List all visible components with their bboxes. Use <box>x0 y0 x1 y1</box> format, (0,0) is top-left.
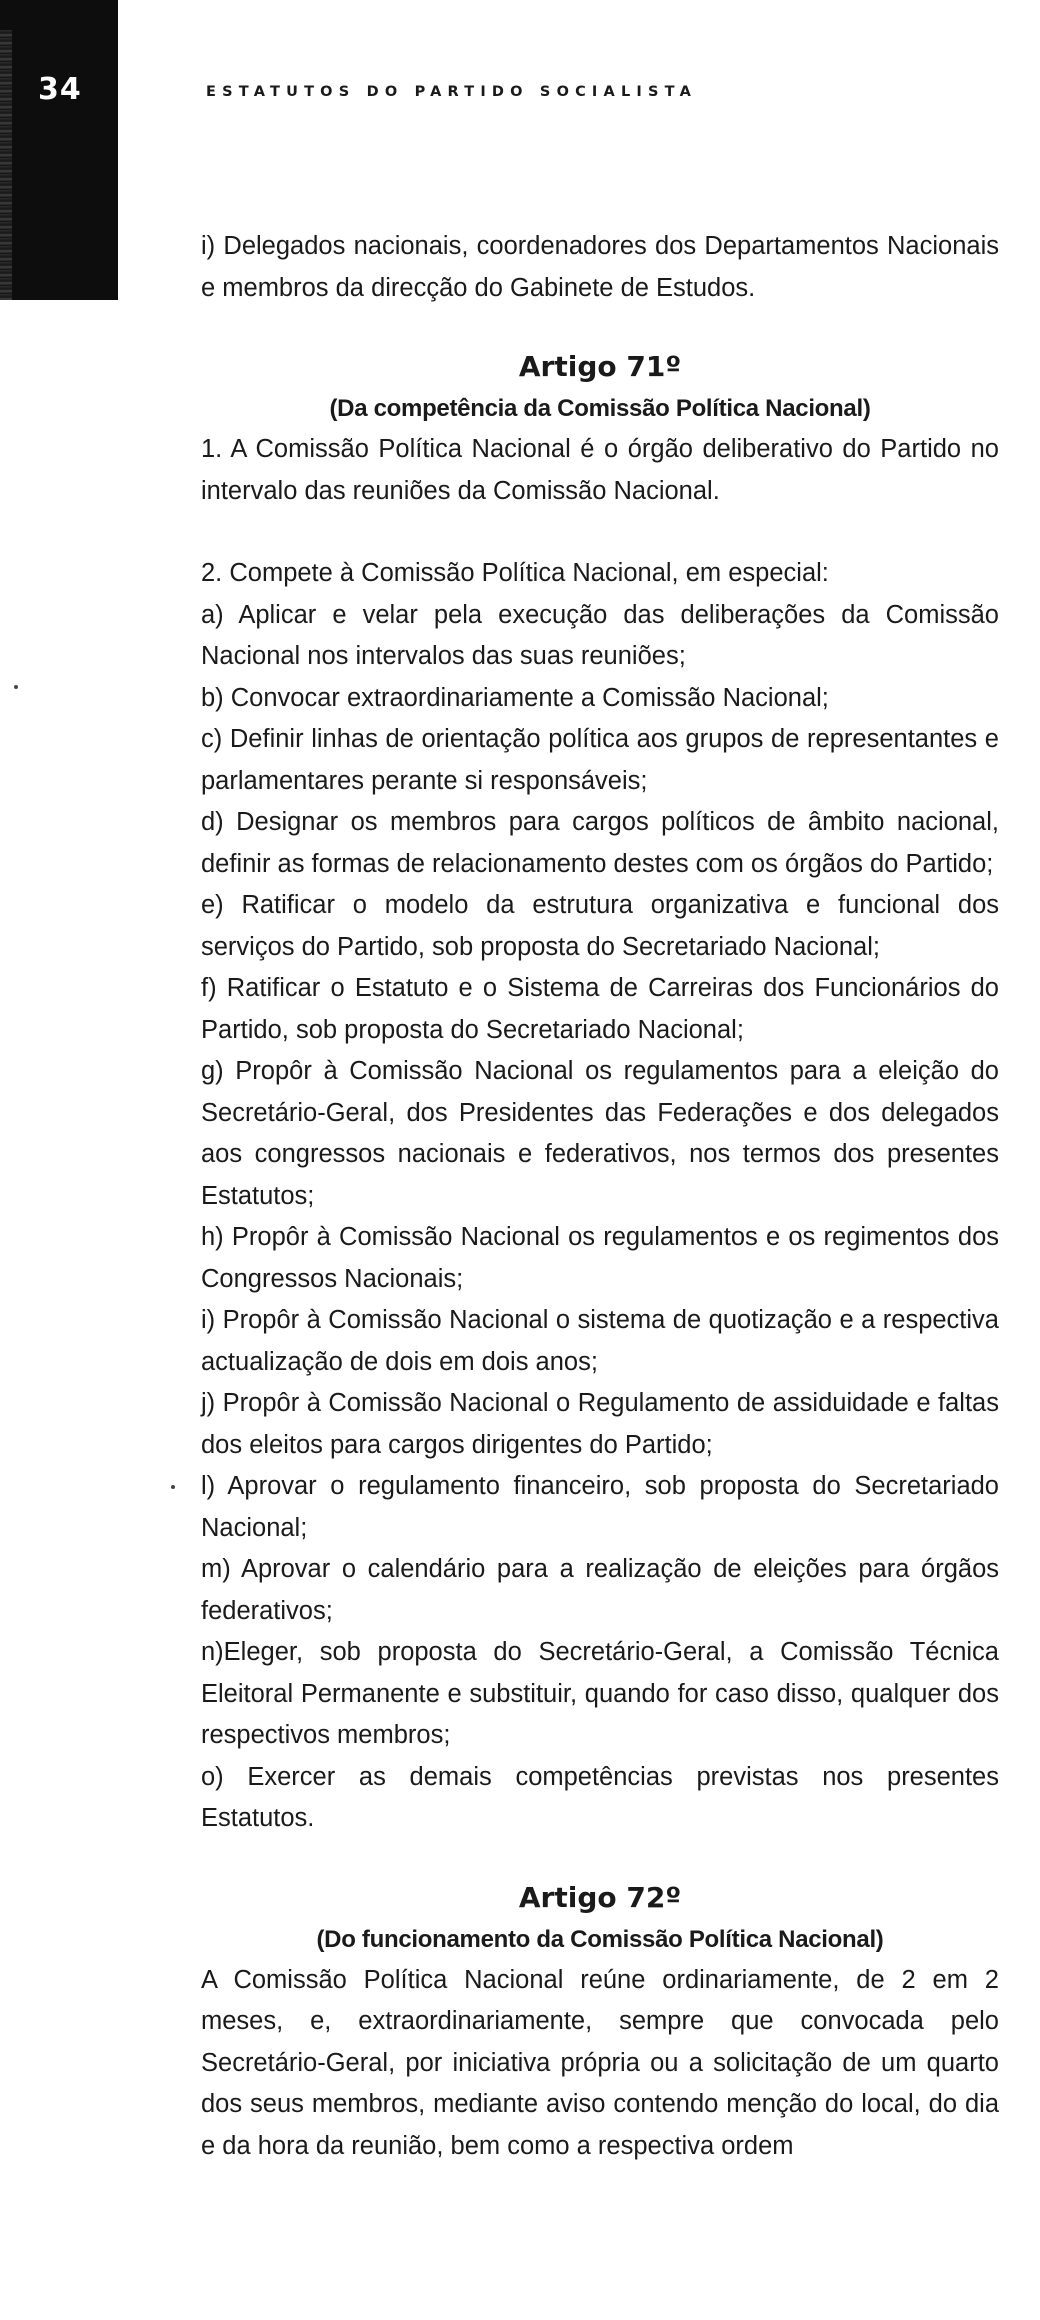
running-header: ESTATUTOS DO PARTIDO SOCIALISTA <box>206 84 698 100</box>
list-item: j) Propôr à Comissão Nacional o Regulamento de assiduidade e faltas dos eleitos para cargos dirigentes do Partido; <box>201 1389 999 1459</box>
article-72-title: Artigo 72º <box>518 1880 682 1914</box>
list-item: a) Aplicar e velar pela execução das deliberações da Comissão Nacional nos intervalos das suas reuniões; <box>201 600 999 670</box>
article-71-paragraph-1: 1. A Comissão Política Nacional é o órgão deliberativo do Partido no intervalo das reuniões da Comissão Nacional. <box>201 435 999 505</box>
article-71-title: Artigo 71º <box>518 350 682 383</box>
list-item: b) Convocar extraordinariamente a Comissão Nacional; <box>201 683 829 712</box>
intro-list-item: i) Delegados nacionais, coordenadores dos Departamentos Nacionais e membros da direcção do Gabinete de Estudos. <box>201 232 999 302</box>
list-item: h) Propôr à Comissão Nacional os regulamentos e os regimentos dos Congressos Nacionais; <box>201 1223 999 1293</box>
scan-speck <box>14 685 18 689</box>
page-number-tab <box>0 0 118 300</box>
list-item: d) Designar os membros para cargos políticos de âmbito nacional, definir as formas de relacionamento destes com os órgãos do Partido; <box>201 808 999 878</box>
scan-speck <box>171 1485 175 1489</box>
list-item: i) Propôr à Comissão Nacional o sistema de quotização e a respectiva actualização de dois em dois anos; <box>201 1306 999 1376</box>
article-72 <box>201 1876 999 2168</box>
list-item: c) Definir linhas de orientação política aos grupos de representantes e parlamentares perante si responsáveis; <box>201 725 999 795</box>
article-72-subtitle: (Do funcionamento da Comissão Política Nacional) <box>316 1925 884 1953</box>
list-item: e) Ratificar o modelo da estrutura organizativa e funcional dos serviços do Partido, sob proposta do Secretariado Nacional; <box>201 891 999 961</box>
article-71-subtitle: (Da competência da Comissão Política Nacional) <box>329 395 871 422</box>
page-number: 34 <box>38 72 82 107</box>
page-body <box>201 226 999 2167</box>
list-item: g) Propôr à Comissão Nacional os regulamentos para a eleição do Secretário-Geral, dos Presidentes das Federações e dos delegados aos congressos nacionais e federativos, nos termos dos presentes Estatutos; <box>201 1057 999 1210</box>
article-71-paragraph-2-lead: 2. Compete à Comissão Política Nacional, em especial: <box>201 559 829 587</box>
list-item: o) Exercer as demais competências previstas nos presentes Estatutos. <box>201 1762 999 1832</box>
list-item: l) Aprovar o regulamento financeiro, sob proposta do Secretariado Nacional; <box>201 1472 999 1542</box>
article-72-paragraph: A Comissão Política Nacional reúne ordinariamente, de 2 em 2 meses, e, extraordinariamente, sempre que convocada pelo Secretário-Geral, por iniciativa própria ou a solicitação de um quarto dos seus membros, mediante aviso contendo menção do local, do dia e da hora da reunião, bem como a respectiva ordem <box>201 1965 999 2160</box>
list-item: m) Aprovar o calendário para a realização de eleições para órgãos federativos; <box>201 1555 999 1625</box>
list-item: f) Ratificar o Estatuto e o Sistema de Carreiras dos Funcionários do Partido, sob proposta do Secretariado Nacional; <box>201 974 999 1044</box>
list-item: n)Eleger, sob proposta do Secretário-Geral, a Comissão Técnica Eleitoral Permanente e substituir, quando for caso disso, qualquer dos respectivos membros; <box>201 1638 999 1749</box>
article-71 <box>201 345 999 1840</box>
